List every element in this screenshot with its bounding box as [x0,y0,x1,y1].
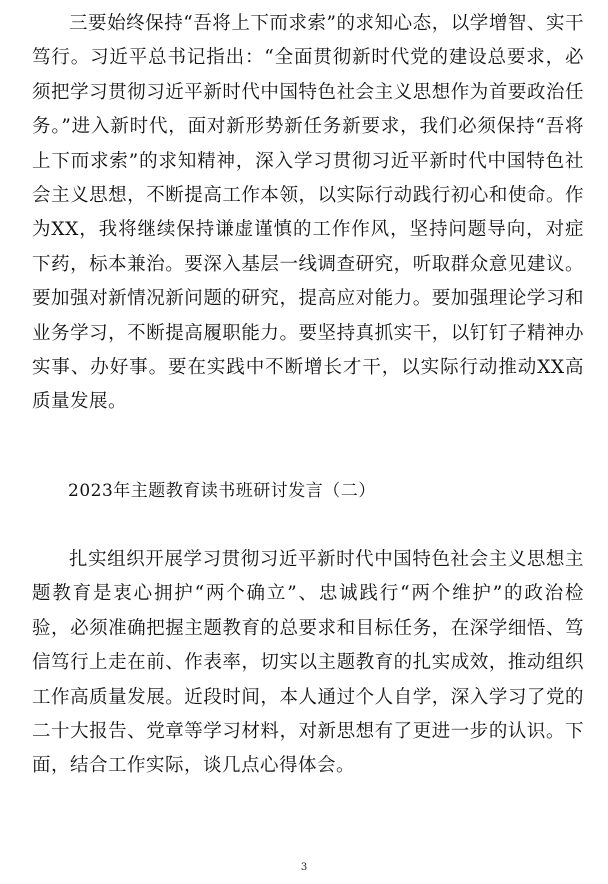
page-number: 3 [300,862,308,873]
section-heading: 2023年主题教育读书班研讨发言（二） [68,481,376,501]
body-paragraph: 扎实组织开展学习贯彻习近平新时代中国特色社会主义思想主题教育是衷心拥护“两个确立”、忠诚践行“两个维护”的政治检验，必须准确把握主题教育的总要求和目标任务，在深学细悟、笃信笃行上走在前、作表率，切实以主题教育的扎实成效，推动组织工作高质量发展。近段时间，本人通过个人自学，深入学习了党的二十大报告、党章等学习材料，对新思想有了更进一步的认识。下面，结合工作实际，谈几点心得体会。 [32,549,584,777]
body-paragraph: 三要始终保持“吾将上下而求索”的求知心态，以学增智、实干笃行。习近平总书记指出：“全面贯彻新时代党的建设总要求，必须把学习贯彻习近平新时代中国特色社会主义思想作为首要政治任务。”进入新时代，面对新形势新任务新要求，我们必须保持“吾将上下而求索”的求知精神，深入学习贯彻习近平新时代中国特色社会主义思想，不断提高工作本领，以实际行动践行初心和使命。作为XX，我将继续保持谦虚谨慎的工作作风，坚持问题导向，对症下药，标本兼治。要深入基层一线调查研究，听取群众意见建议。要加强对新情况新问题的研究，提高应对能力。要加强理论学习和业务学习，不断提高履职能力。要坚持真抓实干，以钉钉子精神办实事、办好事。要在实践中不断增长才干，以实际行动推动XX高质量发展。 [32,13,584,413]
